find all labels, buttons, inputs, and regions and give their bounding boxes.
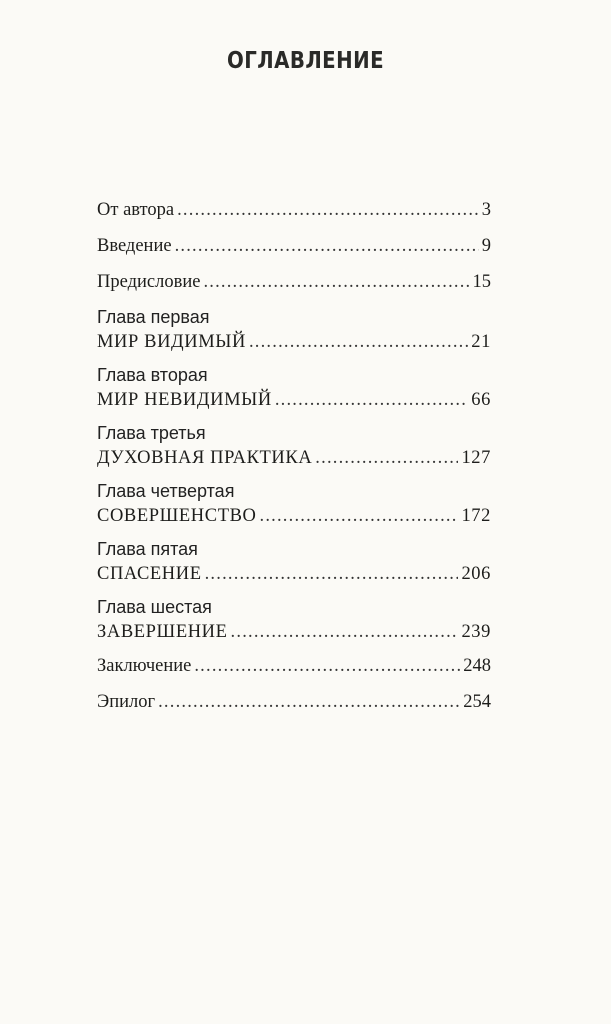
toc-page-number: 3	[481, 200, 491, 220]
chapter-label: Глава вторая	[97, 365, 208, 385]
toc-entry-chapter-4[interactable]	[97, 504, 491, 528]
toc-page-number: 15	[472, 272, 491, 292]
chapter-label: Глава шестая	[97, 597, 212, 617]
toc-entry-conclusion[interactable]	[97, 654, 491, 678]
dot-leader	[194, 654, 460, 678]
page-title: ОГЛАВЛЕНИЕ	[226, 48, 385, 74]
toc-entry-introduction[interactable]	[97, 234, 491, 258]
dot-leader	[177, 198, 479, 222]
toc-page-number: 239	[461, 622, 491, 642]
chapter-label: Глава пятая	[97, 539, 198, 559]
chapter-label: Глава первая	[97, 307, 210, 327]
toc-page-number: 9	[481, 236, 491, 256]
dot-leader	[275, 388, 468, 412]
toc-entry-chapter-3[interactable]	[97, 446, 491, 470]
dot-leader	[249, 330, 468, 354]
toc-entry-title: МИР НЕВИДИМЫЙ	[97, 390, 272, 410]
toc-page-number: 21	[471, 332, 491, 352]
dot-leader	[205, 562, 459, 586]
chapter-label: Глава четвертая	[97, 481, 235, 501]
toc-entry-chapter-1[interactable]	[97, 330, 491, 354]
toc-entry-title: МИР ВИДИМЫЙ	[97, 332, 246, 352]
toc-entry-title: ДУХОВНАЯ ПРАКТИКА	[97, 448, 313, 468]
toc-page-number: 248	[463, 656, 491, 676]
toc-entry-title: Предисловие	[97, 272, 201, 292]
toc-entry-title: От автора	[97, 200, 175, 220]
toc-entry-chapter-2[interactable]	[97, 388, 491, 412]
toc-entry-epilogue[interactable]	[97, 690, 491, 714]
toc-entry-from-author[interactable]	[97, 198, 491, 222]
toc-entry-chapter-6[interactable]	[97, 620, 491, 644]
toc-entry-preface[interactable]	[97, 270, 491, 294]
toc-page-number: 66	[471, 390, 491, 410]
dot-leader	[260, 504, 459, 528]
dot-leader	[175, 234, 479, 258]
toc-entry-chapter-5[interactable]	[97, 562, 491, 586]
toc-page-number: 172	[461, 506, 491, 526]
toc-page-number: 254	[463, 692, 491, 712]
toc-page-number: 127	[461, 448, 491, 468]
toc-entry-title: ЗАВЕРШЕНИЕ	[97, 622, 228, 642]
toc-page-number: 206	[461, 564, 491, 584]
dot-leader	[315, 446, 458, 470]
dot-leader	[203, 270, 469, 294]
toc-entry-title: СПАСЕНИЕ	[97, 564, 202, 584]
toc-entry-title: Эпилог	[97, 692, 156, 712]
dot-leader	[231, 620, 459, 644]
table-of-contents	[97, 198, 491, 726]
chapter-label: Глава третья	[97, 423, 206, 443]
dot-leader	[158, 690, 460, 714]
toc-entry-title: Введение	[97, 236, 172, 256]
toc-entry-title: Заключение	[97, 656, 192, 676]
toc-entry-title: СОВЕРШЕНСТВО	[97, 506, 257, 526]
